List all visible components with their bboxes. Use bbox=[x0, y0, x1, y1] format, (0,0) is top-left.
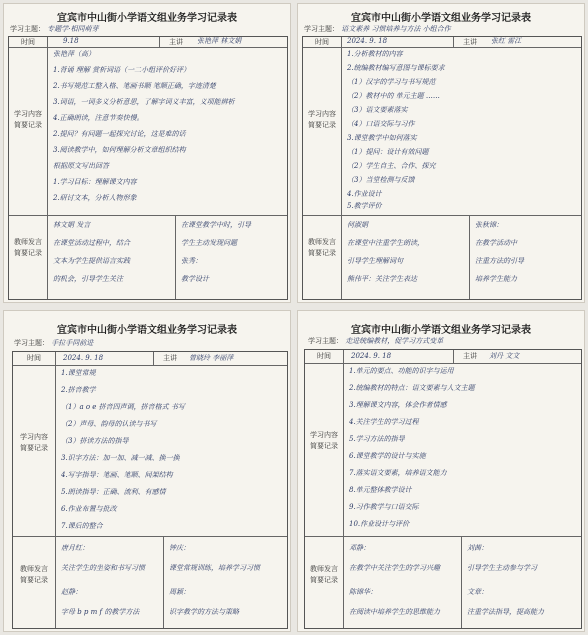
speaker-value: 张红 雷江 bbox=[491, 37, 522, 45]
sheet-title: 宜宾市中山街小学语文组业务学习记录表 bbox=[57, 325, 237, 336]
topic-value: 手拉手同前进 bbox=[51, 339, 94, 347]
speaker-value: 张艳萍 林文娟 bbox=[197, 37, 242, 45]
time-label: 时间 bbox=[317, 352, 331, 360]
record-table: 时间 2024. 9. 18 主讲 曾晓玲 李丽萍 学习内容简要记录 教师发言简要记录 1.课堂常规 2.拼音教学 （1）a o e 拼音四声调，拼音格式 书写 （2）声母、韵母的认读与书写 （3）拼读方法的指导 3.识字方法：加一加、减一减、换一换 4.写字指导：笔画、笔顺、间架结构 5.朗读指导：正确、流利、有感情 6.作业布置与批改 7.课后的整合 唐月红： 关注学生的坐姿和书写习惯 赵静： 字母 b p m f 的教学方法 钟庆： 课堂常规训练，培养学习习惯 周颖： 识字教学的方法与策略 bbox=[12, 351, 288, 629]
teacher-label: 教师发言简要记录 bbox=[14, 238, 42, 257]
date-value: 9.18 bbox=[63, 37, 79, 45]
speaker-label: 主讲 bbox=[163, 354, 177, 362]
time-label: 时间 bbox=[27, 354, 41, 362]
record-sheet-3 bbox=[3, 310, 291, 632]
speaker-label: 主讲 bbox=[169, 38, 183, 46]
teacher-label: 教师发言简要记录 bbox=[308, 238, 336, 257]
time-label: 时间 bbox=[315, 38, 329, 46]
sheet-title: 宜宾市中山街小学语文组业务学习记录表 bbox=[351, 13, 531, 24]
record-table: 时间 2024. 9. 18 主讲 张红 雷江 学习内容简要记录 教师发言简要记录 1.分析教材的内容 2.统编教材编写意图与课标要求 （1）汉字的学习与书写规范 （2）教材中的 单元主题 …… （3）语文要素落实 （4）口语交际与习作 3.课堂教学中如何落实 （1）提问：设计有效问题 （2）学生自主、合作、探究 （3）当堂检测与反馈 4.作业设计 5.教学评价 何淑娟 在课堂中注重学生朗读， 引导学生理解词句 熊伟平：关注学生表达 张秋锦： 在教学活动中 注重方法的引导 培养学生能力 bbox=[302, 36, 582, 300]
content-label: 学习内容简要记录 bbox=[308, 110, 336, 129]
sheet-title: 宜宾市中山街小学语文组业务学习记录表 bbox=[351, 325, 531, 336]
topic-value: 走进统编教材，促学习方式变革 bbox=[345, 337, 444, 345]
time-label: 时间 bbox=[21, 38, 35, 46]
speaker-label: 主讲 bbox=[463, 38, 477, 46]
teacher-label: 教师发言简要记录 bbox=[20, 565, 48, 584]
speaker-value: 刘丹 文文 bbox=[489, 352, 520, 360]
content-label: 学习内容简要记录 bbox=[20, 433, 48, 452]
content-label: 学习内容简要记录 bbox=[14, 110, 42, 129]
topic-label: 学习主题： bbox=[10, 25, 45, 33]
topic-label: 学习主题： bbox=[304, 25, 339, 33]
record-table: 时间 9.18 主讲 张艳萍 林文娟 学习内容简要记录 教师发言简要记录 张艳萍（高） 1.背诵 理解 赏析词语（一二小组评价好评） 2.书写规范工整入格、笔画书顺 笔顺正确，字迹清楚 3.词语，一词多义分析意思，了解字词义丰富，义项能辨析 4.正确朗读，注意节奏快慢。 2.提问？有问题一起探究讨论，这是难的话 3.阅读教学中，如何理解分析文章组织结构 根据原文写出回答 1.学习目标：理解课文内容 2.研讨文本，分析人物形象 林文娟 发言 在课堂活动过程中，结合 文本为学生提供语言实践 的机会，引导学生关注 在课堂教学中时，引导 学生主动发现问题 张秀： 教学设计 bbox=[8, 36, 288, 300]
record-table: 时间 2024. 9. 18 主讲 刘丹 文文 学习内容简要记录 教师发言简要记录 1.单元的要点、功能的识字与运用 2.统编教材的特点：语文要素与人文主题 3.理解课文内容，体会作者情感 4.关注学生的学习过程 5.学习方法的指导 6.课堂教学的设计与实施 7.落实语文要素，培养语文能力 8.单元整体教学设计 9.习作教学与口语交际 10.作业设计与评价 邓静： 在教学中关注学生的学习兴趣 陈锦华： 在阅读中培养学生的思维能力 刘茜： 引导学生主动参与学习 文章： 注重学法指导，提高能力 bbox=[304, 349, 582, 629]
date-value: 2024. 9. 18 bbox=[63, 354, 104, 362]
teacher-label: 教师发言简要记录 bbox=[310, 565, 338, 584]
sheet-title: 宜宾市中山街小学语文组业务学习记录表 bbox=[57, 13, 237, 24]
date-value: 2024. 9. 18 bbox=[347, 37, 388, 45]
content-label: 学习内容简要记录 bbox=[310, 431, 338, 450]
speaker-label: 主讲 bbox=[463, 352, 477, 360]
topic-value: 专题学·相同萌芽 bbox=[47, 25, 99, 33]
record-sheet-1 bbox=[3, 3, 291, 303]
record-sheet-4 bbox=[297, 310, 585, 632]
topic-label: 学习主题： bbox=[308, 337, 343, 345]
topic-label: 学习主题： bbox=[14, 339, 49, 347]
record-sheet-2 bbox=[297, 3, 585, 303]
speaker-value: 曾晓玲 李丽萍 bbox=[189, 354, 234, 362]
date-value: 2024. 9. 18 bbox=[351, 352, 392, 360]
topic-value: 语文素养 习惯培养与方法 小组合作 bbox=[341, 25, 451, 33]
